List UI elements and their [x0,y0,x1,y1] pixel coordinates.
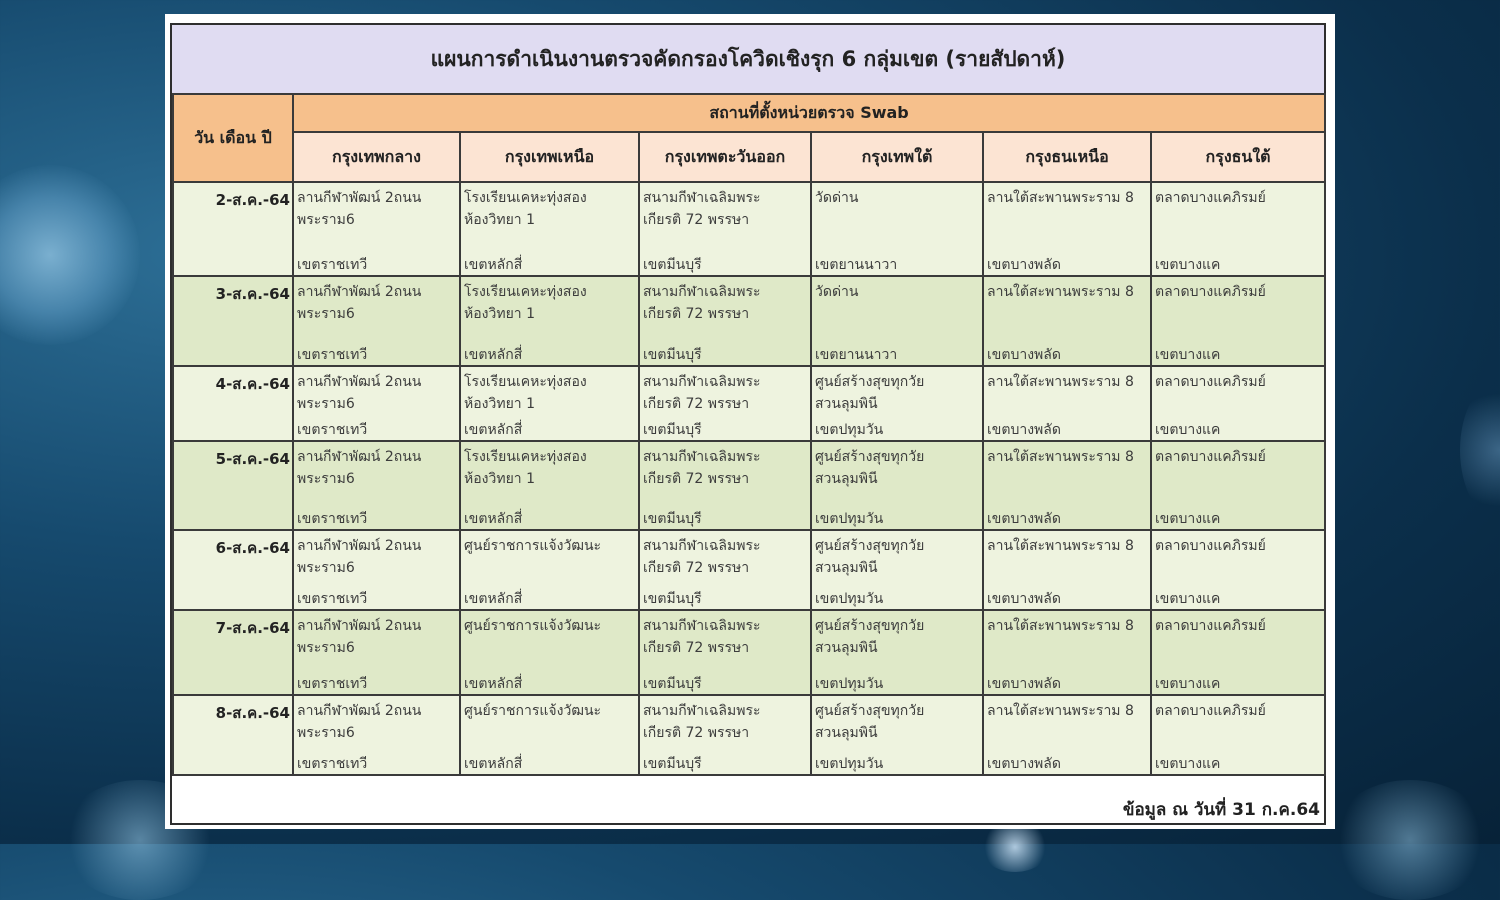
location-name [464,700,636,722]
location-name [643,281,808,325]
district-name: เขตราชเทวี [297,676,368,692]
location-cell-content [1152,531,1324,609]
location-line: ศูนย์สร้างสุขทุกวัย [815,449,925,465]
location-cell-content [294,531,459,609]
location-cell-content [294,367,459,440]
location-cell [639,695,811,775]
location-cell [639,441,811,530]
location-line: ลานใต้สะพานพระราม 8 [987,618,1134,634]
district-name: เขตราชเทวี [297,756,368,772]
location-cell [293,276,460,366]
location-cell-content [984,367,1150,440]
date-cell: 3-ส.ค.-64 [173,276,293,366]
district-name: เขตบางพลัด [987,347,1061,363]
location-cell-content [1152,442,1324,529]
location-cell [983,366,1151,441]
location-name [297,446,457,490]
location-name [987,700,1148,722]
district-name: เขตปทุมวัน [815,422,884,438]
location-line: สนามกีฬาเฉลิมพระ [643,190,761,206]
district-name: เขตบางแค [1155,422,1221,438]
location-line: พระราม6 [297,471,355,487]
virus-decoration [0,165,140,345]
location-cell [639,182,811,276]
location-cell-content [1152,611,1324,694]
location-cell [811,530,983,610]
location-line: โรงเรียนเคหะทุ่งสอง [464,284,587,300]
location-name [987,281,1148,303]
location-name [464,615,636,637]
location-line: สนามกีฬาเฉลิมพระ [643,703,761,719]
location-line: ลานกีฬาพัฒน์ 2ถนน [297,538,422,554]
district-name: เขตมีนบุรี [643,591,702,607]
location-line: ศูนย์สร้างสุขทุกวัย [815,703,925,719]
location-cell [811,610,983,695]
date-cell: 2-ส.ค.-64 [173,182,293,276]
location-line: เกียรติ 72 พรรษา [643,640,750,656]
district-name: เขตหลักสี่ [464,676,523,692]
location-name [297,615,457,659]
location-name [1155,281,1322,303]
location-name [1155,615,1322,637]
district-name: เขตบางพลัด [987,591,1061,607]
location-cell-content [461,531,638,609]
location-line: สนามกีฬาเฉลิมพระ [643,449,761,465]
district-name: เขตบางแค [1155,756,1221,772]
location-name [464,535,636,557]
location-name [643,371,808,415]
location-cell-content [984,442,1150,529]
location-cell-content [984,696,1150,774]
date-cell: 6-ส.ค.-64 [173,530,293,610]
data-as-of-note: ข้อมูล ณ วันที่ 31 ก.ค.64 [1122,800,1320,820]
date-column-header: วัน เดือน ปี [173,94,293,182]
location-cell [811,182,983,276]
district-name: เขตปทุมวัน [815,511,884,527]
district-name: เขตบางแค [1155,591,1221,607]
district-name: เขตยานนาวา [815,347,898,363]
location-cell-content [294,696,459,774]
location-line: ลานใต้สะพานพระราม 8 [987,449,1134,465]
district-name: เขตบางแค [1155,511,1221,527]
location-cell [1151,276,1325,366]
district-name: เขตมีนบุรี [643,756,702,772]
location-cell [1151,530,1325,610]
location-cell [293,610,460,695]
location-cell-content [812,367,982,440]
location-cell [1151,366,1325,441]
location-cell-content [294,442,459,529]
location-name [987,187,1148,209]
location-line: พระราม6 [297,212,355,228]
location-cell [460,366,639,441]
location-name [297,371,457,415]
district-header: กรุงธนใต้ [1151,132,1325,182]
date-cell: 8-ส.ค.-64 [173,695,293,775]
location-cell-content [984,611,1150,694]
location-cell [460,441,639,530]
location-cell [460,182,639,276]
location-line: ห้องวิทยา 1 [464,212,535,228]
district-name: เขตปทุมวัน [815,676,884,692]
location-cell [460,276,639,366]
location-cell [811,366,983,441]
location-cell-content [640,367,810,440]
district-name: เขตบางพลัด [987,756,1061,772]
location-cell [1151,441,1325,530]
location-line: โรงเรียนเคหะทุ่งสอง [464,449,587,465]
district-header: กรุงเทพกลาง [293,132,460,182]
location-line: ห้องวิทยา 1 [464,396,535,412]
location-name [1155,535,1322,557]
location-cell [983,695,1151,775]
district-name: เขตบางแค [1155,257,1221,273]
location-cell-content [1152,277,1324,365]
location-name [815,446,980,490]
location-line: พระราม6 [297,640,355,656]
table-row [173,182,1325,276]
location-cell [1151,182,1325,276]
district-name: เขตบางพลัด [987,257,1061,273]
location-cell-content [461,277,638,365]
location-cell-content [1152,367,1324,440]
location-line: ลานใต้สะพานพระราม 8 [987,538,1134,554]
location-cell-content [640,277,810,365]
location-cell-content [294,611,459,694]
location-cell-content [461,696,638,774]
district-name: เขตบางพลัด [987,676,1061,692]
location-name [643,535,808,579]
location-name [987,446,1148,468]
district-name: เขตมีนบุรี [643,257,702,273]
location-cell-content [461,442,638,529]
location-cell-content [812,611,982,694]
location-line: ลานใต้สะพานพระราม 8 [987,284,1134,300]
district-header: กรุงธนเหนือ [983,132,1151,182]
district-name: เขตหลักสี่ [464,257,523,273]
location-line: ศูนย์สร้างสุขทุกวัย [815,618,925,634]
location-name [1155,371,1322,393]
district-name: เขตหลักสี่ [464,422,523,438]
location-cell [460,695,639,775]
location-cell [811,276,983,366]
location-cell [293,695,460,775]
footer [172,787,1324,825]
district-header: กรุงเทพใต้ [811,132,983,182]
location-cell [293,530,460,610]
location-line: ศูนย์สร้างสุขทุกวัย [815,538,925,554]
location-line: สวนลุมพินี [815,396,878,412]
location-name [643,700,808,744]
district-name: เขตปทุมวัน [815,756,884,772]
district-name: เขตราชเทวี [297,347,368,363]
location-line: ศูนย์ราชการแจ้งวัฒนะ [464,703,602,719]
location-cell-content [812,696,982,774]
location-name [815,615,980,659]
virus-decoration [1330,780,1490,900]
location-cell [460,610,639,695]
district-name: เขตบางแค [1155,347,1221,363]
location-line: ตลาดบางแคภิรมย์ [1155,284,1266,300]
location-line: ศูนย์ราชการแจ้งวัฒนะ [464,538,602,554]
table-row [173,530,1325,610]
location-line: สนามกีฬาเฉลิมพระ [643,284,761,300]
location-line: วัดด่าน [815,190,859,206]
location-name [1155,187,1322,209]
location-cell-content [640,531,810,609]
location-line: ศูนย์ราชการแจ้งวัฒนะ [464,618,602,634]
location-line: ตลาดบางแคภิรมย์ [1155,190,1266,206]
location-cell-content [461,611,638,694]
location-line: สนามกีฬาเฉลิมพระ [643,618,761,634]
location-cell-content [984,183,1150,275]
location-name [464,446,636,490]
location-line: ตลาดบางแคภิรมย์ [1155,449,1266,465]
location-line: ลานกีฬาพัฒน์ 2ถนน [297,284,422,300]
location-cell-content [1152,183,1324,275]
location-cell-content [984,277,1150,365]
virus-decoration [980,822,1050,872]
location-cell [639,276,811,366]
location-line: ห้องวิทยา 1 [464,471,535,487]
virus-decoration [1460,380,1500,520]
location-line: พระราม6 [297,560,355,576]
location-line: สวนลุมพินี [815,560,878,576]
location-name [815,700,980,744]
location-name [987,371,1148,393]
location-line: สนามกีฬาเฉลิมพระ [643,374,761,390]
location-cell-content [812,442,982,529]
location-line: ลานกีฬาพัฒน์ 2ถนน [297,703,422,719]
location-cell [983,441,1151,530]
schedule-title: แผนการดำเนินงานตรวจคัดกรองโควิดเชิงรุก 6 กลุ่มเขต (รายสัปดาห์) [172,25,1324,93]
location-line: ลานกีฬาพัฒน์ 2ถนน [297,190,422,206]
schedule-table [172,93,1326,776]
location-name [815,187,980,209]
location-cell [811,441,983,530]
location-name [643,615,808,659]
location-line: เกียรติ 72 พรรษา [643,725,750,741]
date-cell: 5-ส.ค.-64 [173,441,293,530]
location-cell [1151,695,1325,775]
location-name [464,371,636,415]
location-cell [460,530,639,610]
district-name: เขตบางพลัด [987,511,1061,527]
location-line: พระราม6 [297,306,355,322]
location-line: พระราม6 [297,725,355,741]
location-cell-content [984,531,1150,609]
location-cell-content [294,277,459,365]
district-name: เขตยานนาวา [815,257,898,273]
district-name: เขตมีนบุรี [643,422,702,438]
table-row [173,366,1325,441]
location-name [297,535,457,579]
table-row [173,276,1325,366]
location-cell [639,530,811,610]
location-line: เกียรติ 72 พรรษา [643,560,750,576]
district-name: เขตบางแค [1155,676,1221,692]
date-cell: 7-ส.ค.-64 [173,610,293,695]
location-name [815,371,980,415]
table-row [173,695,1325,775]
location-line: สวนลุมพินี [815,640,878,656]
location-name [815,281,980,303]
location-cell-content [461,367,638,440]
location-line: เกียรติ 72 พรรษา [643,396,750,412]
location-name [1155,446,1322,468]
district-name: เขตมีนบุรี [643,511,702,527]
location-name [987,535,1148,557]
district-name: เขตหลักสี่ [464,511,523,527]
location-line: ห้องวิทยา 1 [464,306,535,322]
location-name [815,535,980,579]
location-cell [639,610,811,695]
location-cell-content [461,183,638,275]
location-line: วัดด่าน [815,284,859,300]
location-line: สวนลุมพินี [815,725,878,741]
location-cell-content [812,277,982,365]
swab-location-header: สถานที่ตั้งหน่วยตรวจ Swab [293,94,1325,132]
location-cell [293,441,460,530]
district-header: กรุงเทพเหนือ [460,132,639,182]
location-name [297,187,457,231]
district-name: เขตมีนบุรี [643,676,702,692]
location-cell [1151,610,1325,695]
table-row [173,441,1325,530]
district-name: เขตปทุมวัน [815,591,884,607]
location-cell-content [294,183,459,275]
location-line: ศูนย์สร้างสุขทุกวัย [815,374,925,390]
location-cell-content [640,611,810,694]
location-line: โรงเรียนเคหะทุ่งสอง [464,374,587,390]
location-name [643,187,808,231]
location-cell [983,276,1151,366]
location-line: พระราม6 [297,396,355,412]
schedule-card [165,14,1335,829]
location-cell [983,530,1151,610]
location-cell-content [640,696,810,774]
location-line: เกียรติ 72 พรรษา [643,306,750,322]
location-line: ลานกีฬาพัฒน์ 2ถนน [297,618,422,634]
location-cell-content [812,531,982,609]
district-name: เขตราชเทวี [297,511,368,527]
location-cell [293,366,460,441]
location-cell [293,182,460,276]
location-name [643,446,808,490]
schedule-body [173,182,1325,775]
schedule-frame [170,23,1326,825]
location-line: ลานใต้สะพานพระราม 8 [987,703,1134,719]
location-cell [983,182,1151,276]
location-line: ลานใต้สะพานพระราม 8 [987,374,1134,390]
location-name [464,281,636,325]
location-line: ลานกีฬาพัฒน์ 2ถนน [297,374,422,390]
location-line: เกียรติ 72 พรรษา [643,471,750,487]
location-name [1155,700,1322,722]
location-cell [811,695,983,775]
location-name [987,615,1148,637]
location-line: ตลาดบางแคภิรมย์ [1155,703,1266,719]
location-line: ลานใต้สะพานพระราม 8 [987,190,1134,206]
district-name: เขตราชเทวี [297,257,368,273]
location-line: สนามกีฬาเฉลิมพระ [643,538,761,554]
table-row [173,610,1325,695]
district-name: เขตหลักสี่ [464,756,523,772]
location-cell-content [640,442,810,529]
location-cell-content [1152,696,1324,774]
location-line: สวนลุมพินี [815,471,878,487]
location-cell [983,610,1151,695]
location-cell-content [812,183,982,275]
location-name [297,281,457,325]
location-line: เกียรติ 72 พรรษา [643,212,750,228]
location-line: ตลาดบางแคภิรมย์ [1155,374,1266,390]
district-name: เขตหลักสี่ [464,347,523,363]
location-line: ตลาดบางแคภิรมย์ [1155,618,1266,634]
location-name [297,700,457,744]
location-line: ตลาดบางแคภิรมย์ [1155,538,1266,554]
date-cell: 4-ส.ค.-64 [173,366,293,441]
district-name: เขตราชเทวี [297,422,368,438]
district-header: กรุงเทพตะวันออก [639,132,811,182]
location-cell [639,366,811,441]
district-name: เขตหลักสี่ [464,591,523,607]
location-name [464,187,636,231]
location-line: ลานกีฬาพัฒน์ 2ถนน [297,449,422,465]
district-name: เขตราชเทวี [297,591,368,607]
location-line: โรงเรียนเคหะทุ่งสอง [464,190,587,206]
location-cell-content [640,183,810,275]
district-name: เขตบางพลัด [987,422,1061,438]
district-name: เขตมีนบุรี [643,347,702,363]
